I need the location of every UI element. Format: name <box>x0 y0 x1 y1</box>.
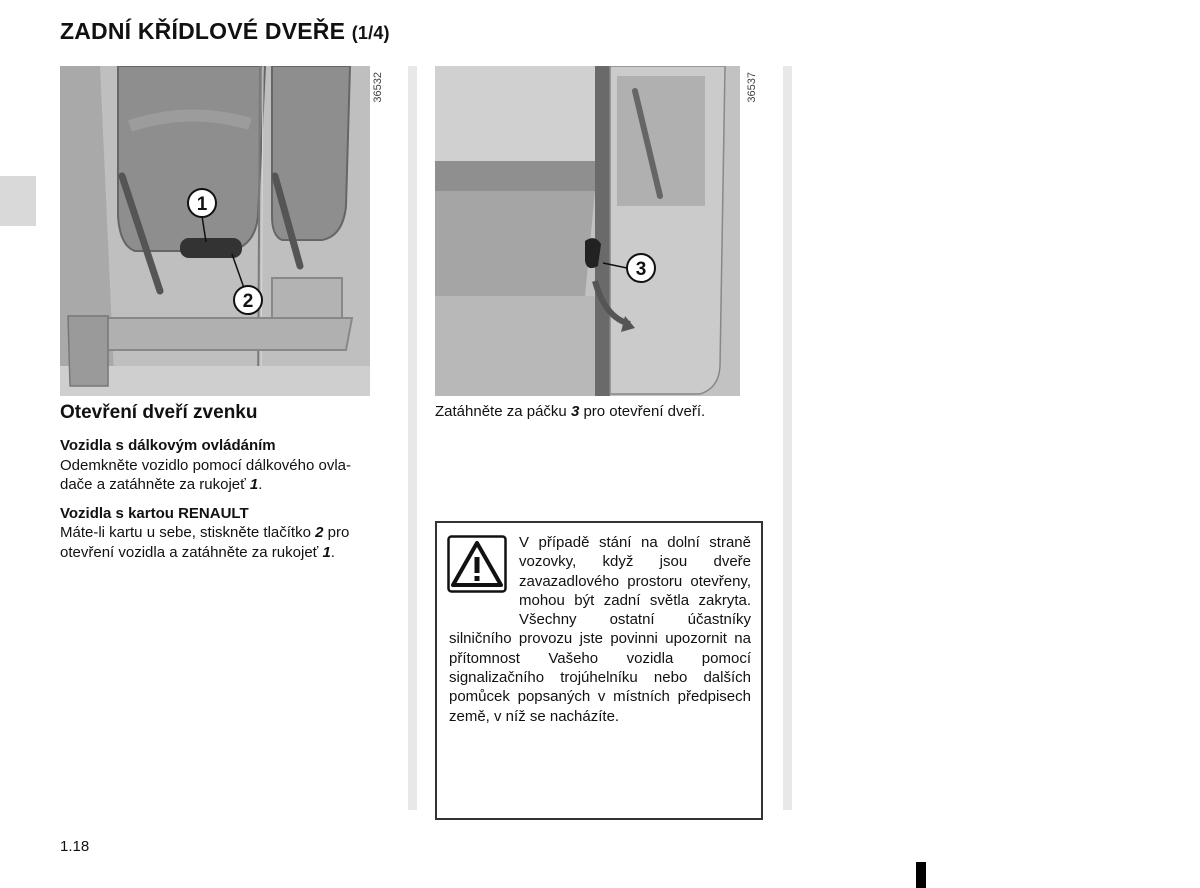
callout-2: 2 <box>242 291 254 312</box>
callout-1: 1 <box>196 194 208 215</box>
section-tab <box>0 176 36 226</box>
title-part: (1/4) <box>351 23 390 43</box>
figure-number-left: 36532 <box>372 72 384 103</box>
remote-control-text-line2: dače a zatáhněte za rukojeť 1. <box>60 476 263 493</box>
rear-door-interior-illustration <box>435 66 740 396</box>
figure-rear-door-exterior <box>60 66 370 396</box>
column-divider-left <box>408 66 417 810</box>
column-divider-right <box>783 66 792 810</box>
left-column <box>60 402 400 562</box>
remote-control-text-line1: Odemkněte vozidlo pomocí dálkového ovla- <box>60 456 351 474</box>
warning-box <box>435 521 763 820</box>
figure-rear-door-interior <box>435 66 740 396</box>
renault-card-subheading: Vozidla s kartou RENAULT <box>60 504 249 522</box>
warning-text-block <box>449 533 751 726</box>
remote-control-subheading: Vozidla s dálkovým ovládáním <box>60 437 276 454</box>
renault-card-text-line1: Máte-li kartu u sebe, stiskněte tlačítko 2 pro <box>60 524 350 541</box>
title-text: ZADNÍ KŘÍDLOVÉ DVEŘE <box>60 18 346 44</box>
page-edge-marker <box>916 862 926 888</box>
page-number: 1.18 <box>60 838 90 855</box>
rear-door-exterior-illustration <box>60 66 370 396</box>
icon-spacer <box>449 533 519 611</box>
renault-card-text-line2: otevření vozidla a zatáhněte za rukojeť 1. <box>60 543 335 561</box>
callout-3: 3 <box>635 259 647 280</box>
right-column <box>435 402 765 422</box>
page-title <box>60 18 390 45</box>
lever-instruction: Zatáhněte za páčku 3 pro otevření dveří. <box>435 403 706 420</box>
section-heading: Otevření dveří zvenku <box>60 402 258 423</box>
figure-number-right: 36537 <box>746 72 758 103</box>
warning-text: V případě stání na dolní straně vozovky, když jsou dveře zavazadlového prostoru otevřeny, mohou být zadní světla zakryta. Všechny ostatní účastníky silničního provozu jste povinni upozornit na přítomnost Vašeho vozidla pomocí signalizačního trojúhelníku nebo dalších pomůcek popsaných v místních předpisech země, v níž se nacházíte. <box>449 534 751 725</box>
